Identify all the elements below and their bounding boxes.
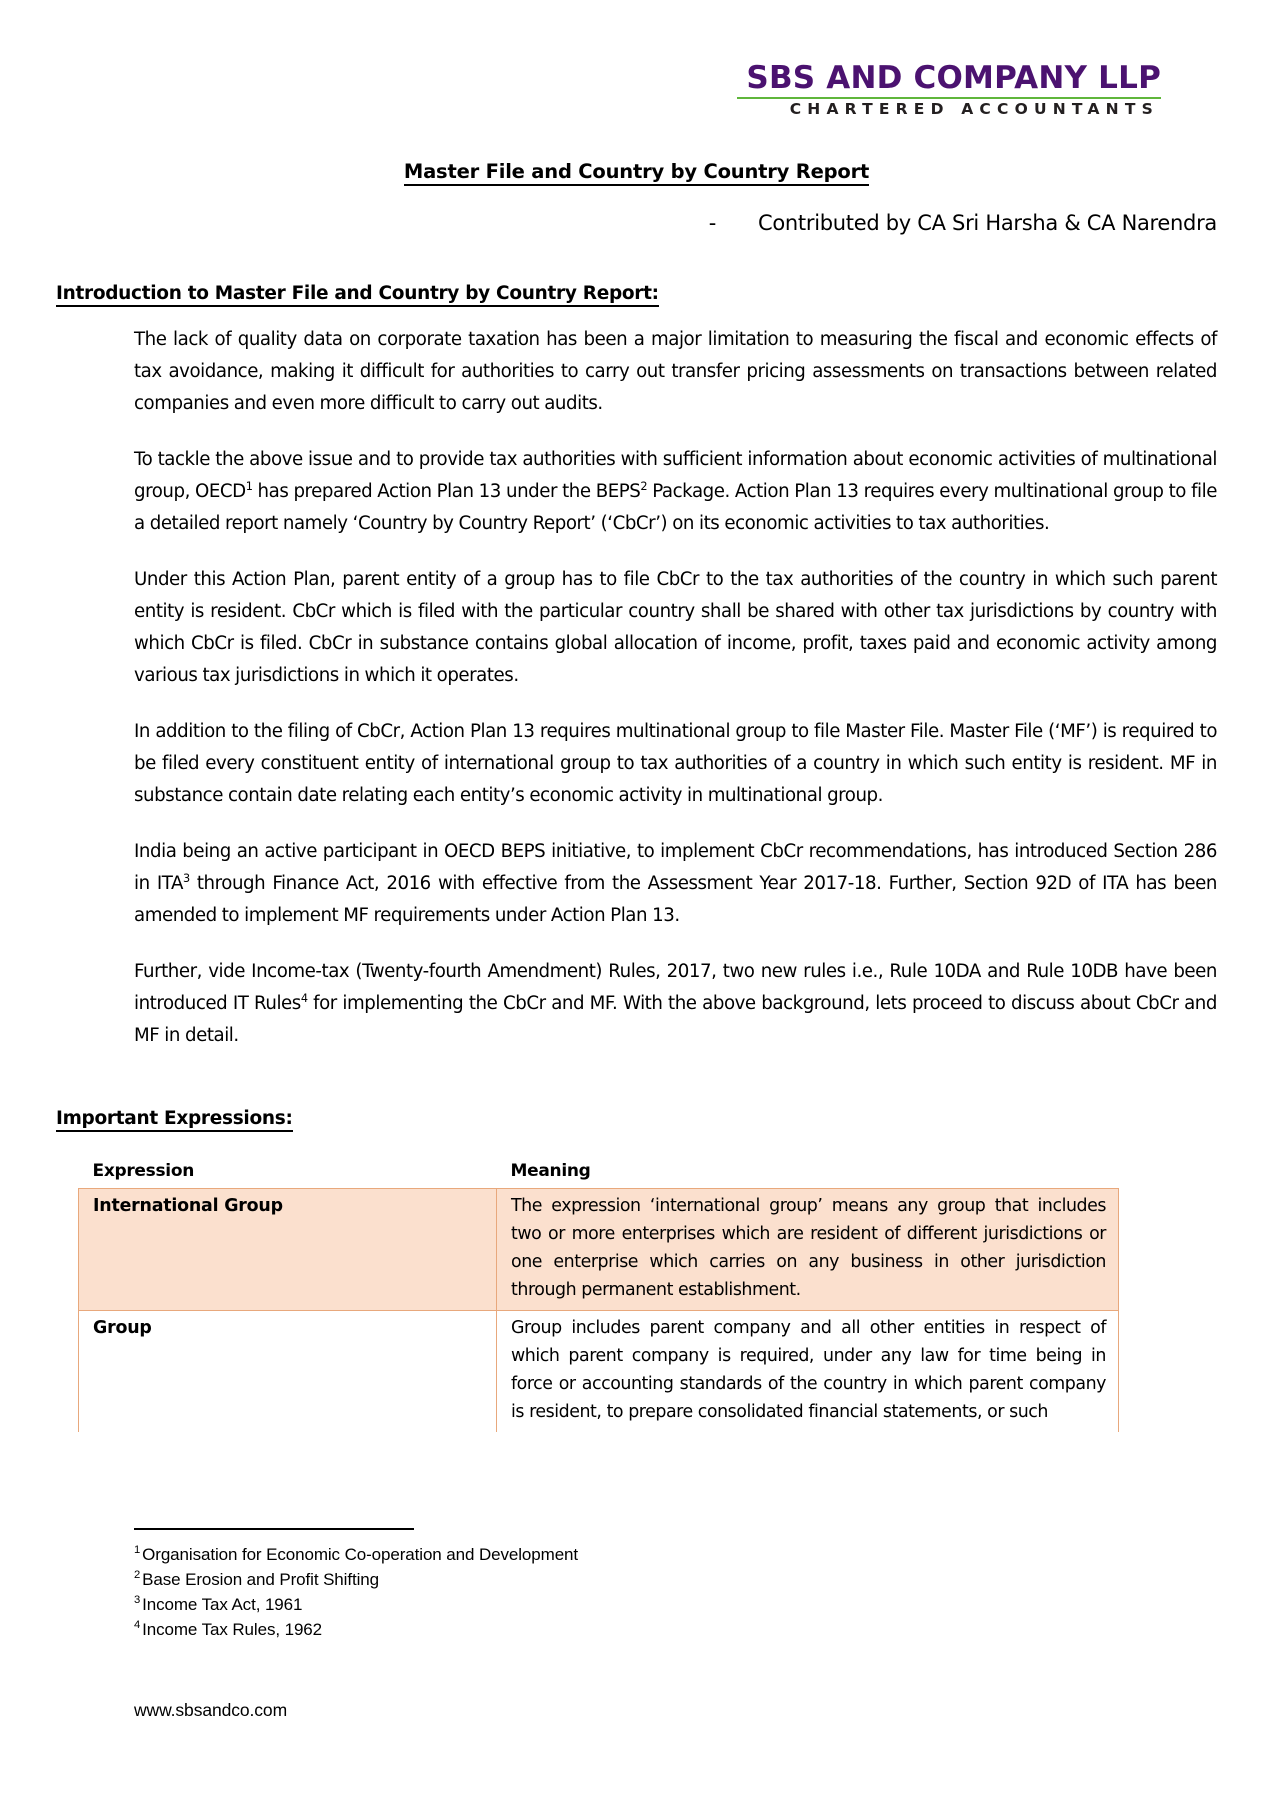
footnote-text: Base Erosion and Profit Shifting bbox=[142, 1570, 379, 1589]
footnote-ref-4[interactable]: 4 bbox=[300, 991, 308, 1005]
footnote-text: Income Tax Act, 1961 bbox=[142, 1595, 303, 1614]
footnote-item bbox=[134, 1542, 1034, 1567]
footnote-marker: 1 bbox=[134, 1544, 141, 1557]
footnote-marker: 4 bbox=[134, 1619, 141, 1632]
column-header-meaning: Meaning bbox=[510, 1161, 591, 1181]
footnotes-section bbox=[134, 1528, 1034, 1642]
footnote-ref-1[interactable]: 1 bbox=[245, 479, 253, 493]
paragraph-2-part3: Package. Action Plan 13 requires every multinational group to file a detailed report namely ‘Country by Country Report’ (‘CbCr’) on its economic activities to tax authorities. bbox=[134, 481, 1217, 534]
table-cell-term: Group bbox=[79, 1311, 497, 1433]
paragraph-5-part1: India being an active participant in OECD BEPS initiative, to implement CbCr recommendations, has introduced Section 286 in ITA bbox=[134, 841, 1217, 894]
footnote-ref-3[interactable]: 3 bbox=[183, 871, 190, 885]
byline bbox=[56, 211, 1217, 235]
paragraph-6-part2: for implementing the CbCr and MF. With the above background, lets proceed to discuss about CbCr and MF in detail. bbox=[134, 993, 1217, 1046]
table-cell-meaning: The expression ‘international group’ means any group that includes two or more enterprises which are resident of different jurisdictions or one enterprise which carries on any business in other jurisdiction through permanent establishment. bbox=[497, 1189, 1119, 1311]
company-logo bbox=[641, 62, 1161, 118]
footnote-text: Income Tax Rules, 1962 bbox=[142, 1620, 323, 1639]
paragraph-2 bbox=[134, 444, 1217, 540]
expressions-table bbox=[78, 1159, 1119, 1432]
logo-divider-rule bbox=[737, 97, 1161, 99]
page-title-text: Master File and Country by Country Report bbox=[404, 160, 869, 186]
logo-tagline: CHARTERED ACCOUNTANTS bbox=[789, 99, 1159, 118]
table-header-row bbox=[79, 1159, 1119, 1189]
paragraph-6-part1: Further, vide Income-tax (Twenty-fourth Amendment) Rules, 2017, two new rules i.e., Rule 10DA and Rule 10DB have been introduced IT Rules bbox=[134, 961, 1217, 1014]
table-cell-term: International Group bbox=[79, 1189, 497, 1311]
table-row bbox=[79, 1311, 1119, 1433]
page-title bbox=[56, 150, 1217, 183]
logo-company-name: SBS AND COMPANY LLP bbox=[746, 60, 1161, 96]
footnote-item bbox=[134, 1567, 1034, 1592]
paragraph-2-part2: has prepared Action Plan 13 under the BEPS bbox=[252, 481, 641, 502]
paragraph-5 bbox=[134, 836, 1217, 932]
table-cell-meaning: Group includes parent company and all other entities in respect of which parent company is required, under any law for time being in force or accounting standards of the country in which parent company is resident, to prepare consolidated financial statements, or such bbox=[497, 1311, 1119, 1433]
paragraph-3: Under this Action Plan, parent entity of a group has to file CbCr to the tax authorities of the country in which such parent entity is resident. CbCr which is filed with the particular country shall be shared with other tax jurisdictions by country with which CbCr is filed. CbCr in substance contains global allocation of income, profit, taxes paid and economic activity among various tax jurisdictions in which it operates. bbox=[134, 569, 1217, 686]
paragraph-5-part2: through Finance Act, 2016 with effective from the Assessment Year 2017-18. Further, Section 92D of ITA has been amended to implement MF requirements under Action Plan 13. bbox=[134, 873, 1217, 926]
document-body bbox=[56, 150, 1217, 1432]
byline-text: Contributed by CA Sri Harsha & CA Narendra bbox=[758, 211, 1217, 235]
expressions-heading bbox=[56, 1108, 1217, 1129]
intro-heading-text: Introduction to Master File and Country by Country Report: bbox=[56, 283, 659, 307]
footnote-item bbox=[134, 1592, 1034, 1617]
footnote-marker: 3 bbox=[134, 1594, 141, 1607]
paragraph-1: The lack of quality data on corporate taxation has been a major limitation to measuring the fiscal and economic effects of tax avoidance, making it difficult for authorities to carry out transfer pricing assessments on transactions between related companies and even more difficult to carry out audits. bbox=[134, 329, 1217, 414]
footnote-ref-2[interactable]: 2 bbox=[640, 479, 648, 493]
column-header-expression: Expression bbox=[92, 1161, 195, 1181]
footnote-text: Organisation for Economic Co-operation and Development bbox=[142, 1545, 579, 1564]
expressions-heading-text: Important Expressions: bbox=[56, 1108, 293, 1132]
paragraph-6 bbox=[134, 956, 1217, 1052]
byline-dash: - bbox=[708, 211, 716, 235]
footer-website[interactable]: www.sbsandco.com bbox=[134, 1700, 288, 1720]
footnote-marker: 2 bbox=[134, 1569, 141, 1582]
paragraph-4: In addition to the filing of CbCr, Action Plan 13 requires multinational group to file Master File. Master File (‘MF’) is required to be filed every constituent entity of international group to tax authorities of a country in which such entity is resident. MF in substance contain date relating each entity’s economic activity in multinational group. bbox=[134, 721, 1217, 806]
footnote-separator-rule bbox=[134, 1528, 414, 1530]
footnote-item bbox=[134, 1617, 1034, 1642]
table-row bbox=[79, 1189, 1119, 1311]
paragraph-2-part1: To tackle the above issue and to provide tax authorities with sufficient information about economic activities of multinational group, OECD bbox=[134, 449, 1217, 502]
intro-heading bbox=[56, 283, 1217, 304]
